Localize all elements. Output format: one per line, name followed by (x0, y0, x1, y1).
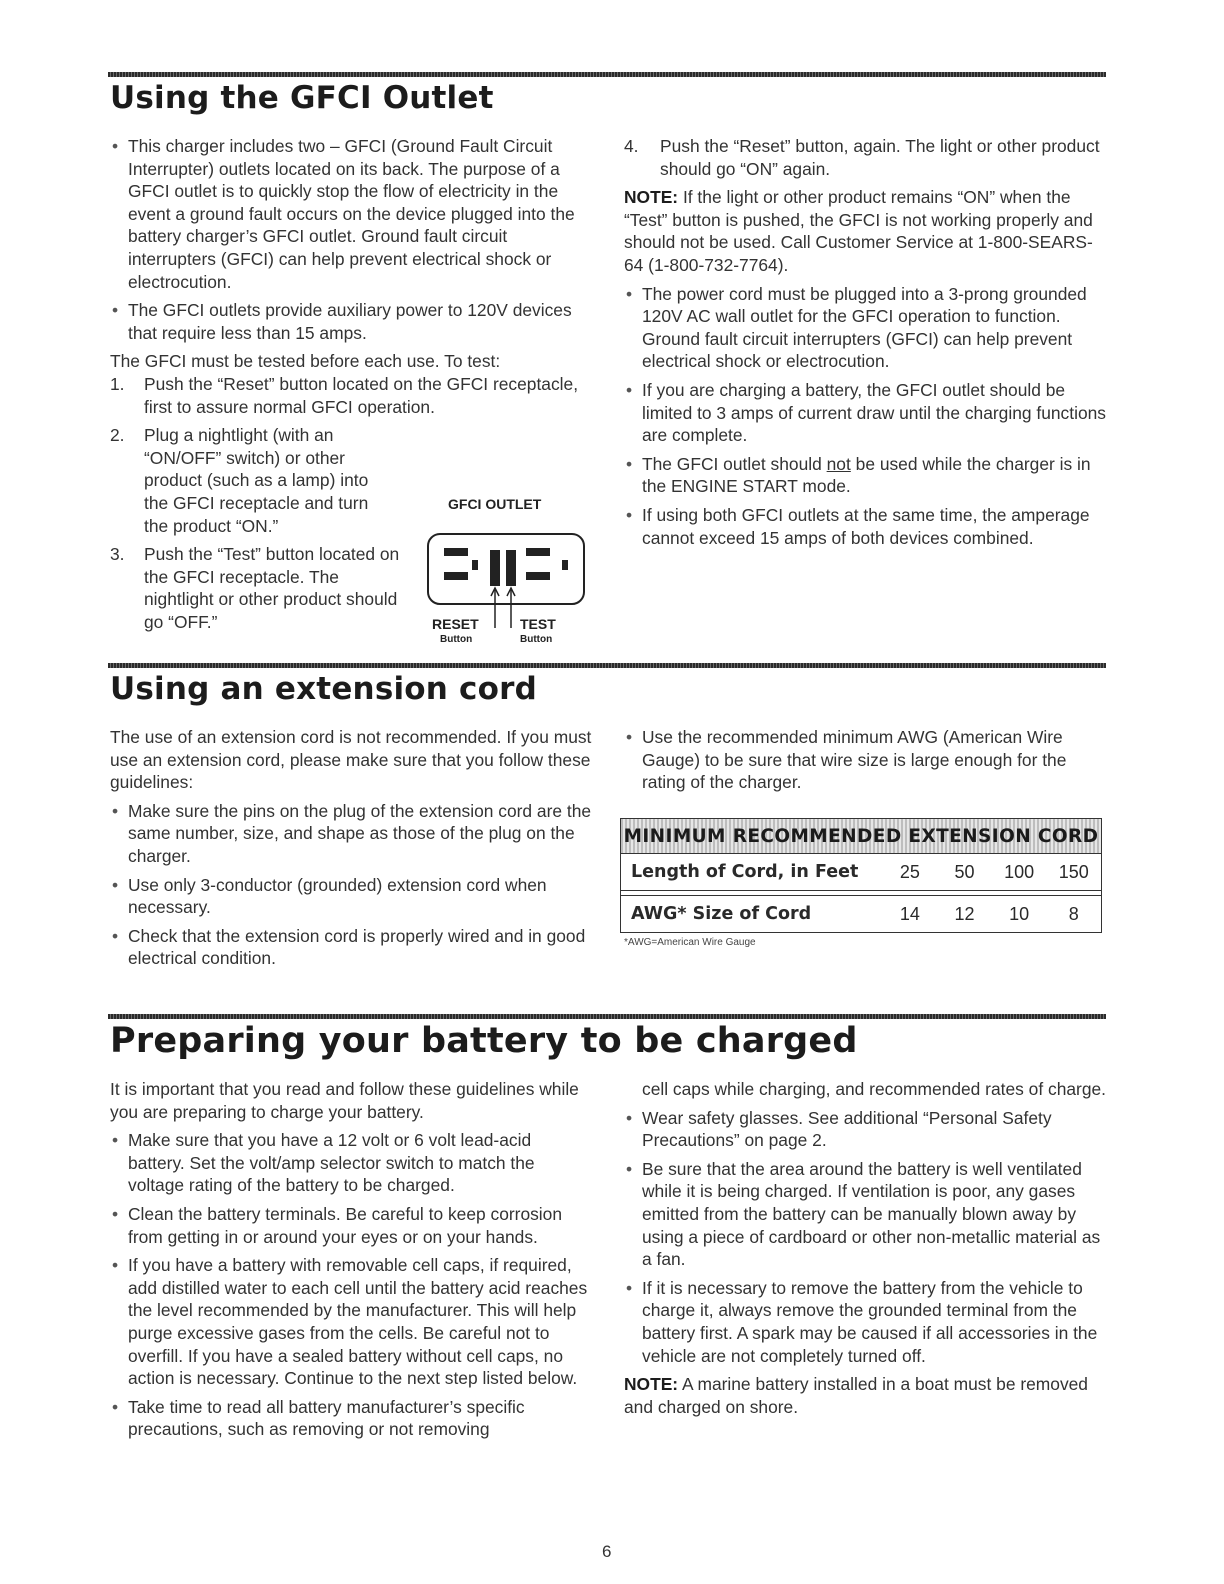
list-item: • If you have a battery with removable cell caps, if required, add distilled water to each cell until the battery acid reaches the level recommended by the manufacturer. This will help purge excessive gases from the cells. Be careful not to overfill. If you have a sealed battery without cell caps, no action is necessary. Continue to the next step listed below. (110, 1254, 592, 1390)
step-text: Push the “Reset” button, again. The light or other product should go “ON” again. (660, 136, 1100, 179)
extension-intro: The use of an extension cord is not recommended. If you must use an extension cord, please make sure that you follow these guidelines: (110, 727, 592, 793)
test-button-caption: Button (520, 634, 553, 645)
list-item: • Make sure the pins on the plug of the extension cord are the same number, size, and shape as those of the plug on the charger. (110, 800, 592, 868)
extension-left-column (110, 726, 592, 976)
list-item: • If it is necessary to remove the battery from the vehicle to charge it, always remove the grounded terminal from the battery first. A spark may be caused if all accessories in the vehicle are not completely turned off. (624, 1277, 1106, 1367)
table-row (620, 853, 1102, 891)
table-cell: 8 (1068, 903, 1079, 924)
note-text: A marine battery installed in a boat must be removed and charged on shore. (624, 1374, 1088, 1417)
battery-intro: It is important that you read and follow these guidelines while you are preparing to charge your battery. (110, 1079, 579, 1122)
battery-note (624, 1373, 1106, 1418)
table-row (620, 895, 1102, 933)
step-number: 1. (110, 373, 125, 394)
test-intro: The GFCI must be tested before each use. To test: (110, 351, 501, 372)
step-text: Plug a nightlight (with an “ON/OFF” switch) or other product (such as a lamp) into the GFCI receptacle and turn the product “ON.” (144, 425, 369, 536)
test-step (110, 543, 406, 633)
bullet-text: be used while the charger is in the ENGINE START mode. (642, 453, 1091, 497)
list-item: • Use the recommended minimum AWG (American Wire Gauge) to be sure that wire size is large enough for the rating of the charger. (624, 726, 1106, 794)
list-item: • Clean the battery terminals. Be careful to keep corrosion from getting in or around your eyes or on your hands. (110, 1203, 592, 1248)
diagram-title: GFCI OUTLET (448, 496, 542, 512)
extension-right-column (624, 726, 1106, 800)
section-rule (108, 1014, 1106, 1019)
step-number: 2. (110, 425, 125, 446)
reset-button-caption: Button (440, 634, 473, 645)
table-cell: 12 (954, 903, 975, 924)
list-item: • This charger includes two – GFCI (Ground Fault Circuit Interrupter) outlets located on its back. The purpose of a GFCI outlet is to quickly stop the flow of electricity in the event a ground fault occurs on the device plugged into the battery charger’s GFCI outlet. Ground fault circuit interrupters (GFCI) can help prevent electrical shock or electrocution. (110, 135, 588, 293)
gfci-title: Using the GFCI Outlet (110, 80, 494, 116)
table-header: MINIMUM RECOMMENDED EXTENSION CORD (620, 818, 1102, 853)
row-label: AWG* Size of Cord (631, 904, 812, 924)
gfci-outlet-diagram (418, 496, 588, 652)
list-item: • Check that the extension cord is properly wired and in good electrical condition. (110, 925, 592, 970)
extension-title: Using an extension cord (110, 671, 538, 707)
list-item (624, 453, 1106, 498)
note-text: If the light or other product remains “ON” when the “Test” button is pushed, the GFCI is not working properly and should not be used. Call Customer Service at 1-800-SEARS-64 (1-800-732-7764). (624, 187, 1093, 275)
step-text: Push the “Test” button located on the GFCI receptacle. The nightlight or other product should go “OFF.” (144, 544, 400, 632)
battery-left-column (110, 1078, 592, 1447)
bullet-text-underlined: not (826, 453, 851, 474)
list-item: • If using both GFCI outlets at the same time, the amperage cannot exceed 15 amps of both devices combined. (624, 504, 1106, 549)
gfci-note (624, 186, 1106, 276)
note-label: NOTE: (624, 1374, 679, 1395)
page-number: 6 (602, 1542, 612, 1561)
list-item: • Be sure that the area around the battery is well ventilated while it is being charged. If ventilation is poor, any gases emitted from the battery can be manually blown away by using a piece of cardboard or other non-metallic material as a fan. (624, 1158, 1106, 1271)
reset-label: RESET (432, 616, 479, 632)
list-item: • Take time to read all battery manufacturer’s specific precautions, such as removing or not removing (110, 1396, 592, 1441)
section-rule (108, 663, 1106, 668)
gfci-outlet-icon (418, 520, 588, 630)
bullet-text: The GFCI outlet should (642, 453, 827, 474)
row-label: Length of Cord, in Feet (631, 862, 859, 882)
battery-title: Preparing your battery to be charged (110, 1021, 858, 1061)
table-cell: 10 (1009, 903, 1030, 924)
list-item: • Wear safety glasses. See additional “Personal Safety Precautions” on page 2. (624, 1107, 1106, 1152)
test-step (110, 424, 384, 537)
test-step (110, 373, 588, 418)
table-cell: 50 (954, 861, 975, 882)
battery-continuation: cell caps while charging, and recommended rates of charge. (642, 1079, 1107, 1099)
list-item: • The GFCI outlets provide auxiliary power to 120V devices that require less than 15 amps. (110, 299, 588, 344)
table-cell: 150 (1058, 861, 1089, 882)
list-item: • The power cord must be plugged into a 3-prong grounded 120V AC wall outlet for the GFCI operation to function. Ground fault circuit interrupters (GFCI) can help prevent electrical shock or electrocution. (624, 283, 1106, 373)
battery-right-column (624, 1078, 1106, 1424)
list-item: • Use only 3-conductor (grounded) extension cord when necessary. (110, 874, 592, 919)
table-footnote: *AWG=American Wire Gauge (624, 937, 756, 948)
step-number: 3. (110, 544, 125, 565)
gfci-right-column (624, 135, 1106, 555)
section-rule (108, 72, 1106, 77)
test-label: TEST (520, 616, 556, 632)
table-cell: 25 (899, 861, 920, 882)
table-cell: 14 (899, 903, 920, 924)
step-text: Push the “Reset” button located on the GFCI receptacle, first to assure normal GFCI operation. (144, 373, 579, 417)
table-cell: 100 (1004, 861, 1035, 882)
step-number: 4. (624, 136, 639, 156)
list-item: • Make sure that you have a 12 volt or 6 volt lead-acid battery. Set the volt/amp selector switch to match the voltage rating of the battery to be charged. (110, 1129, 592, 1197)
test-step (624, 135, 1106, 180)
note-label: NOTE: (624, 187, 679, 208)
extension-cord-table (620, 818, 1102, 933)
list-item: • If you are charging a battery, the GFCI outlet should be limited to 3 amps of current draw until the charging functions are complete. (624, 379, 1106, 447)
